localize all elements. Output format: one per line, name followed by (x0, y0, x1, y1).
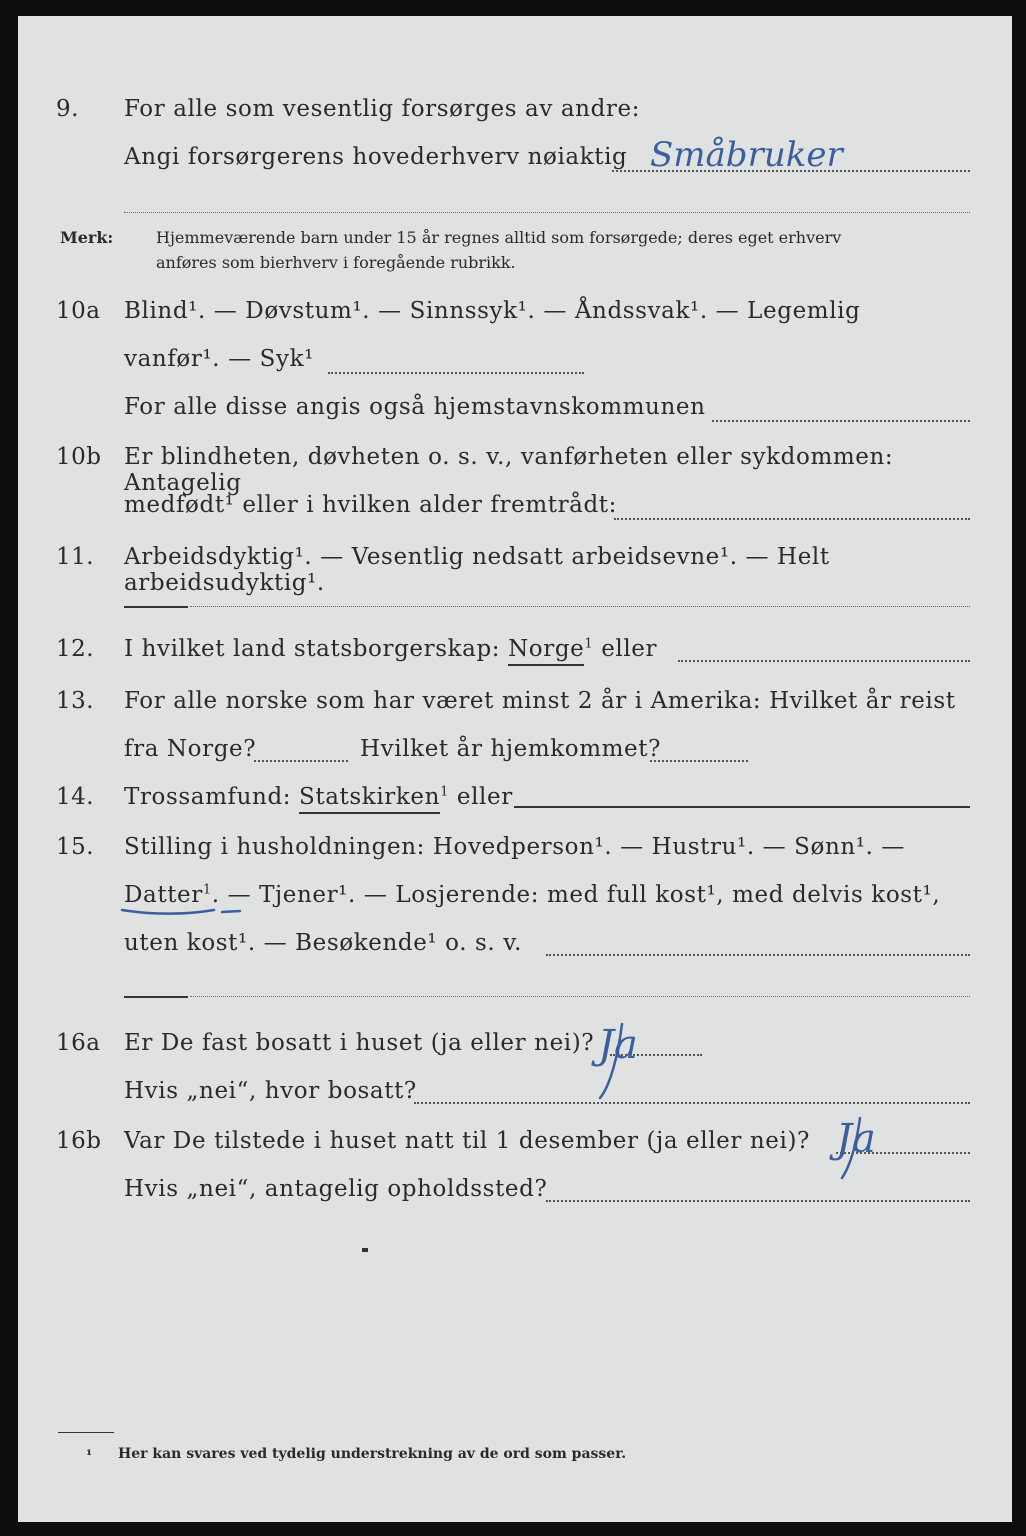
q16b-answer-text: Ja (836, 1116, 876, 1162)
q11-divider (190, 606, 970, 607)
q14-option-statskirken: Statskirken (299, 784, 440, 814)
q15-short-rule (124, 996, 188, 998)
q10a-syk-line (328, 372, 584, 374)
q16b-line1: Var De tilstede i huset natt til 1 desember (ja eller nei)? (124, 1128, 810, 1154)
q10b-number: 10b (56, 444, 102, 470)
q10b-answer-line (614, 518, 970, 520)
q13-hjemkommet-line (650, 760, 748, 762)
q16b-number: 16b (56, 1128, 102, 1154)
q10a-kommune-line (712, 420, 970, 422)
q9-number: 9. (56, 96, 79, 122)
q13-line2b: Hvilket år hjemkommet? (360, 736, 662, 762)
ink-speck (362, 1248, 368, 1252)
q10a-line1: Blind¹. — Døvstum¹. — Sinnssyk¹. — Åndssvak¹. — Legemlig (124, 298, 861, 324)
q15-option-datter: Datter (124, 882, 203, 908)
q14-suffix: eller (456, 784, 513, 810)
q15-line2-rest: — Tjener¹. — Losjerende: med full kost¹, med delvis kost¹, (227, 882, 941, 908)
q9-handwritten-answer (646, 128, 926, 178)
footnote-text: Her kan svares ved tydelig understrekning av de ord som passer. (118, 1446, 627, 1462)
q13-line1: For alle norske som har været minst 2 år i Amerika: Hvilket år reist (124, 688, 956, 714)
q9-answer-text: Småbruker (650, 135, 843, 175)
q12-suffix: eller (601, 636, 658, 662)
merk-line2: anføres som bierhverv i foregående rubrikk. (156, 253, 516, 272)
q10a-number: 10a (56, 298, 101, 324)
q10a-line2: vanfør¹. — Syk¹ (124, 346, 314, 372)
q14-number: 14. (56, 784, 95, 810)
q15-line1: Stilling i husholdningen: Hovedperson¹. — Hustru¹. — Sønn¹. — (124, 834, 906, 860)
q13-line2a: fra Norge? (124, 736, 257, 762)
q12-prefix: I hvilket land statsborgerskap: (124, 636, 501, 662)
q9-line2: Angi forsørgerens hovederhverv nøiaktig (124, 144, 628, 170)
q10b-line1: Er blindheten, døvheten o. s. v., vanførheten eller sykdommen: Antagelig (124, 444, 894, 496)
q12-line: I hvilket land statsborgerskap: Norge$^1$ eller (124, 636, 657, 662)
merk-label: Merk: (60, 228, 114, 247)
q15-line2: Datter$^1$. — Tjener¹. — Losjerende: med full kost¹, med delvis kost¹, (124, 882, 941, 908)
census-form-page (18, 16, 1012, 1522)
q16b-line2: Hvis „nei“, antagelig opholdssted? (124, 1176, 548, 1202)
q12-number: 12. (56, 636, 95, 662)
q15-divider (190, 996, 970, 997)
q16a-handwritten-answer (588, 1006, 708, 1106)
q15-number: 15. (56, 834, 95, 860)
q13-number: 13. (56, 688, 95, 714)
q12-option-norge: Norge (508, 636, 584, 666)
footnote-mark: ¹ (86, 1448, 93, 1464)
q10b-line2: medfødt¹ eller i hvilken alder fremtrådt: (124, 492, 617, 518)
q9-line1: For alle som vesentlig forsørges av andre: (124, 96, 641, 122)
q16b-handwritten-answer (824, 1096, 944, 1186)
q15-answer-line (546, 954, 970, 956)
q12-answer-line (678, 660, 970, 662)
q14-answer-line (514, 806, 970, 808)
q10a-line3: For alle disse angis også hjemstavnskommunen (124, 394, 706, 420)
merk-line1: Hjemmeværende barn under 15 år regnes alltid som forsørgede; deres eget erhverv (156, 228, 842, 247)
q15-datter-underline (118, 902, 248, 922)
q11-short-rule (124, 606, 188, 608)
q11-line1: Arbeidsdyktig¹. — Vesentlig nedsatt arbeidsevne¹. — Helt arbeidsudyktig¹. (124, 544, 830, 596)
q11-number: 11. (56, 544, 95, 570)
q16a-line1: Er De fast bosatt i huset (ja eller nei)? (124, 1030, 595, 1056)
q14-line: Trossamfund: Statskirken$^1$ eller (124, 784, 513, 810)
q16a-line2: Hvis „nei“, hvor bosatt? (124, 1078, 417, 1104)
q9-divider (124, 212, 970, 213)
footnote-rule (58, 1432, 114, 1433)
q14-prefix: Trossamfund: (124, 784, 292, 810)
q13-reist-line (254, 760, 348, 762)
q16b-opholdssted-line (546, 1200, 970, 1202)
q16a-answer-text: Ja (598, 1022, 638, 1068)
q15-line3: uten kost¹. — Besøkende¹ o. s. v. (124, 930, 523, 956)
q16a-number: 16a (56, 1030, 101, 1056)
